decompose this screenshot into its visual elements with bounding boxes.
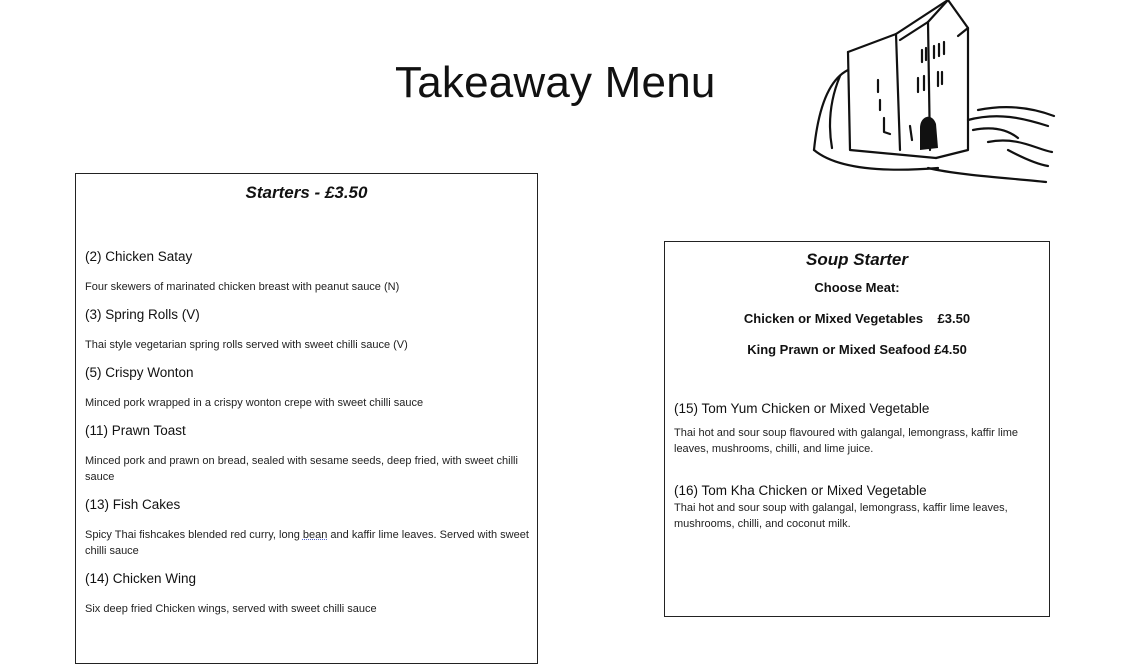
page-title: Takeaway Menu bbox=[395, 58, 716, 107]
item-description: Thai hot and sour soup with galangal, lemongrass, kaffir lime leaves, mushrooms, chilli, and coconut milk. bbox=[674, 502, 1008, 530]
item-name: (15) Tom Yum Chicken or Mixed Vegetable bbox=[674, 401, 930, 416]
item-description: Thai style vegetarian spring rolls served with sweet chilli sauce (V) bbox=[85, 339, 408, 351]
item-name: (13) Fish Cakes bbox=[85, 497, 181, 512]
starters-heading: Starters - £3.50 bbox=[245, 183, 368, 202]
mill-building-logo bbox=[808, 0, 1058, 190]
menu-item-fish-cakes bbox=[76, 497, 537, 559]
item-description bbox=[85, 527, 529, 559]
soup-heading: Soup Starter bbox=[805, 250, 909, 269]
menu-item-spring-rolls bbox=[76, 307, 537, 353]
item-description: Minced pork and prawn on bread, sealed with sesame seeds, deep fried, with sweet chilli sauce bbox=[85, 455, 518, 483]
starters-panel bbox=[75, 173, 538, 664]
menu-item-tom-yum bbox=[665, 401, 1049, 457]
menu-item-chicken-wing bbox=[76, 571, 537, 617]
price-line-prawn: King Prawn or Mixed Seafood £4.50 bbox=[747, 342, 967, 357]
item-description-part: and kaffir lime leaves. Served with sweet chilli sauce bbox=[85, 529, 529, 557]
item-name: (16) Tom Kha Chicken or Mixed Vegetable bbox=[674, 483, 927, 498]
price-line-chicken: Chicken or Mixed Vegetables £3.50 bbox=[743, 311, 971, 326]
item-name: (14) Chicken Wing bbox=[85, 571, 197, 586]
item-description-part: Spicy Thai fishcakes blended red curry, long bbox=[85, 529, 303, 541]
item-name: (3) Spring Rolls (V) bbox=[85, 307, 200, 322]
menu-item-prawn-toast bbox=[76, 423, 537, 485]
spellcheck-word: bean bbox=[302, 529, 328, 541]
item-name: (2) Chicken Satay bbox=[85, 249, 193, 264]
menu-item-crispy-wonton bbox=[76, 365, 537, 411]
soup-starter-panel bbox=[664, 241, 1050, 617]
item-description: Minced pork wrapped in a crispy wonton crepe with sweet chilli sauce bbox=[85, 397, 424, 409]
choose-meat-label: Choose Meat: bbox=[814, 280, 900, 295]
item-description: Thai hot and sour soup flavoured with galangal, lemongrass, kaffir lime leaves, mushrooms, chilli, and lime juice. bbox=[674, 427, 1019, 455]
menu-item-chicken-satay bbox=[76, 249, 537, 295]
item-description: Four skewers of marinated chicken breast with peanut sauce (N) bbox=[85, 281, 400, 293]
item-name: (11) Prawn Toast bbox=[85, 423, 186, 438]
item-description: Six deep fried Chicken wings, served with sweet chilli sauce bbox=[85, 603, 377, 615]
menu-item-tom-kha bbox=[665, 483, 1049, 532]
item-name: (5) Crispy Wonton bbox=[85, 365, 194, 380]
